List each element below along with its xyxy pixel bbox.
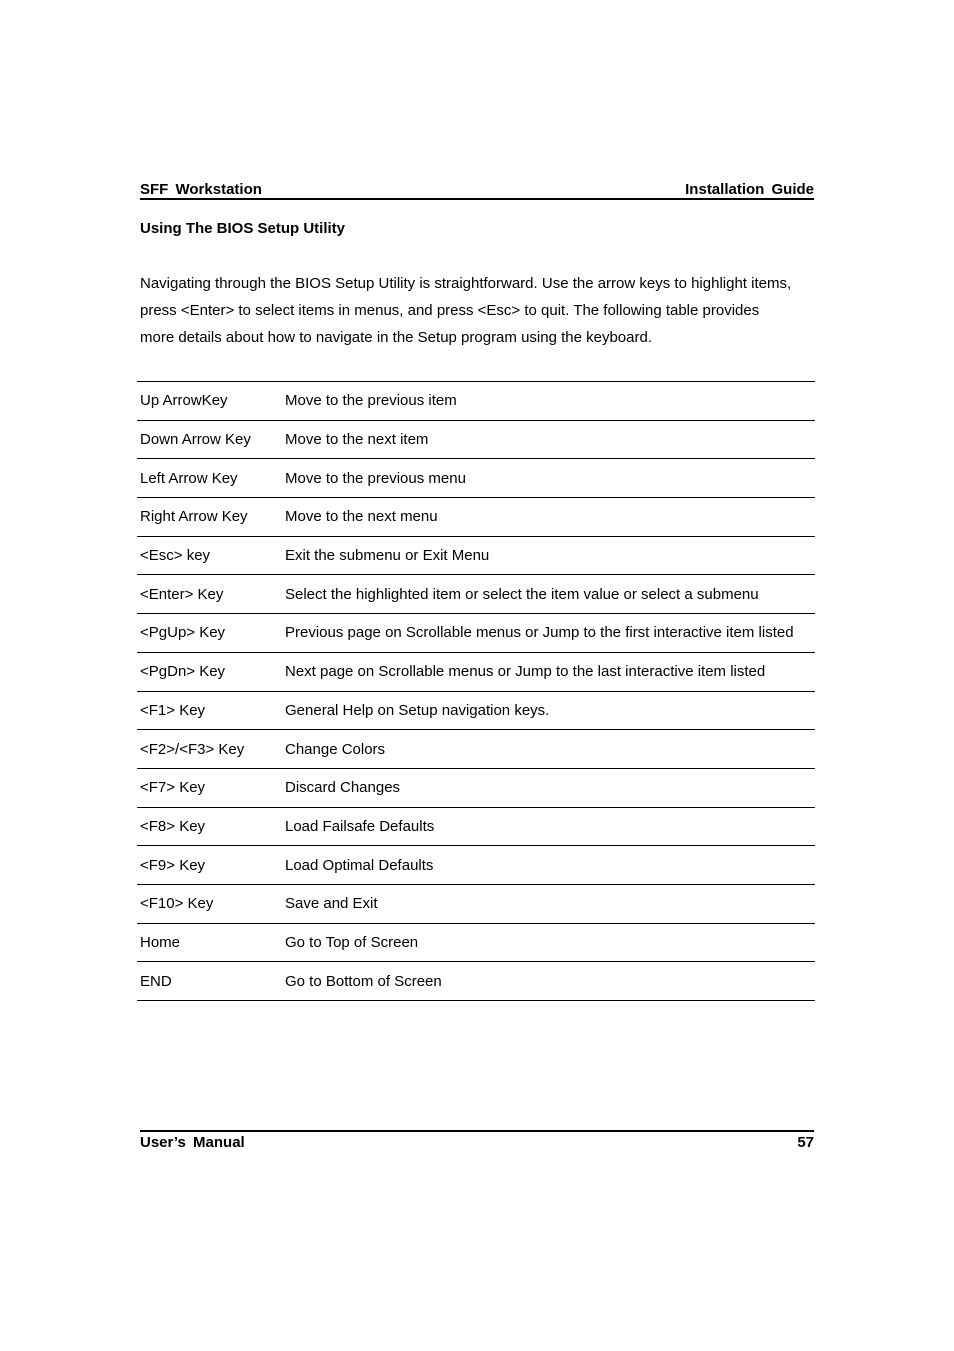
intro-line: Navigating through the BIOS Setup Utility is straightforward. Use the arrow keys to highlight items, <box>140 275 792 292</box>
function-cell: Go to Top of Screen <box>282 923 815 962</box>
table-row <box>137 691 815 730</box>
section-title: Using The BIOS Setup Utility <box>140 220 346 237</box>
key-cell: Right Arrow Key <box>137 498 282 537</box>
key-cell: <PgDn> Key <box>137 652 282 691</box>
key-cell: <F10> Key <box>137 884 282 923</box>
function-cell: Next page on Scrollable menus or Jump to the last interactive item listed <box>282 652 815 691</box>
table-row <box>137 575 815 614</box>
intro-paragraph <box>140 270 820 351</box>
table-row <box>137 420 815 459</box>
key-cell: <F7> Key <box>137 768 282 807</box>
function-cell: Load Failsafe Defaults <box>282 807 815 846</box>
table-row <box>137 807 815 846</box>
table-row <box>137 730 815 769</box>
key-cell: Left Arrow Key <box>137 459 282 498</box>
table-row <box>137 382 815 421</box>
table-row <box>137 768 815 807</box>
page-header <box>140 181 814 200</box>
function-cell: Load Optimal Defaults <box>282 846 815 885</box>
table-row <box>137 923 815 962</box>
table-row <box>137 884 815 923</box>
table-row <box>137 846 815 885</box>
table-row <box>137 459 815 498</box>
key-cell: END <box>137 962 282 1001</box>
key-cell: <Esc> key <box>137 536 282 575</box>
function-cell: Discard Changes <box>282 768 815 807</box>
page-number: 57 <box>797 1134 814 1151</box>
function-cell: General Help on Setup navigation keys. <box>282 691 815 730</box>
table-row <box>137 962 815 1001</box>
header-product-name: SFF Workstation <box>140 181 262 198</box>
page-footer <box>140 1130 814 1154</box>
footer-manual-name: User’s Manual <box>140 1134 245 1151</box>
function-cell: Move to the next menu <box>282 498 815 537</box>
key-cell: Down Arrow Key <box>137 420 282 459</box>
function-cell: Move to the next item <box>282 420 815 459</box>
key-cell: Up ArrowKey <box>137 382 282 421</box>
intro-line: more details about how to navigate in the Setup program using the keyboard. <box>140 329 652 346</box>
table-row <box>137 536 815 575</box>
function-cell: Exit the submenu or Exit Menu <box>282 536 815 575</box>
function-cell: Go to Bottom of Screen <box>282 962 815 1001</box>
function-cell: Move to the previous menu <box>282 459 815 498</box>
key-cell: <F1> Key <box>137 691 282 730</box>
function-cell: Select the highlighted item or select the item value or select a submenu <box>282 575 815 614</box>
key-cell: <Enter> Key <box>137 575 282 614</box>
function-cell: Save and Exit <box>282 884 815 923</box>
header-document-title: Installation Guide <box>685 181 814 198</box>
function-cell: Move to the previous item <box>282 382 815 421</box>
key-cell: Home <box>137 923 282 962</box>
intro-line: press <Enter> to select items in menus, and press <Esc> to quit. The following table provides <box>140 302 760 319</box>
table-row <box>137 614 815 653</box>
table-row <box>137 652 815 691</box>
function-cell: Change Colors <box>282 730 815 769</box>
key-cell: <PgUp> Key <box>137 614 282 653</box>
key-cell: <F8> Key <box>137 807 282 846</box>
navigation-keys-table <box>137 381 815 1001</box>
key-cell: <F9> Key <box>137 846 282 885</box>
function-cell: Previous page on Scrollable menus or Jump to the first interactive item listed <box>282 614 815 653</box>
table-row <box>137 498 815 537</box>
key-cell: <F2>/<F3> Key <box>137 730 282 769</box>
